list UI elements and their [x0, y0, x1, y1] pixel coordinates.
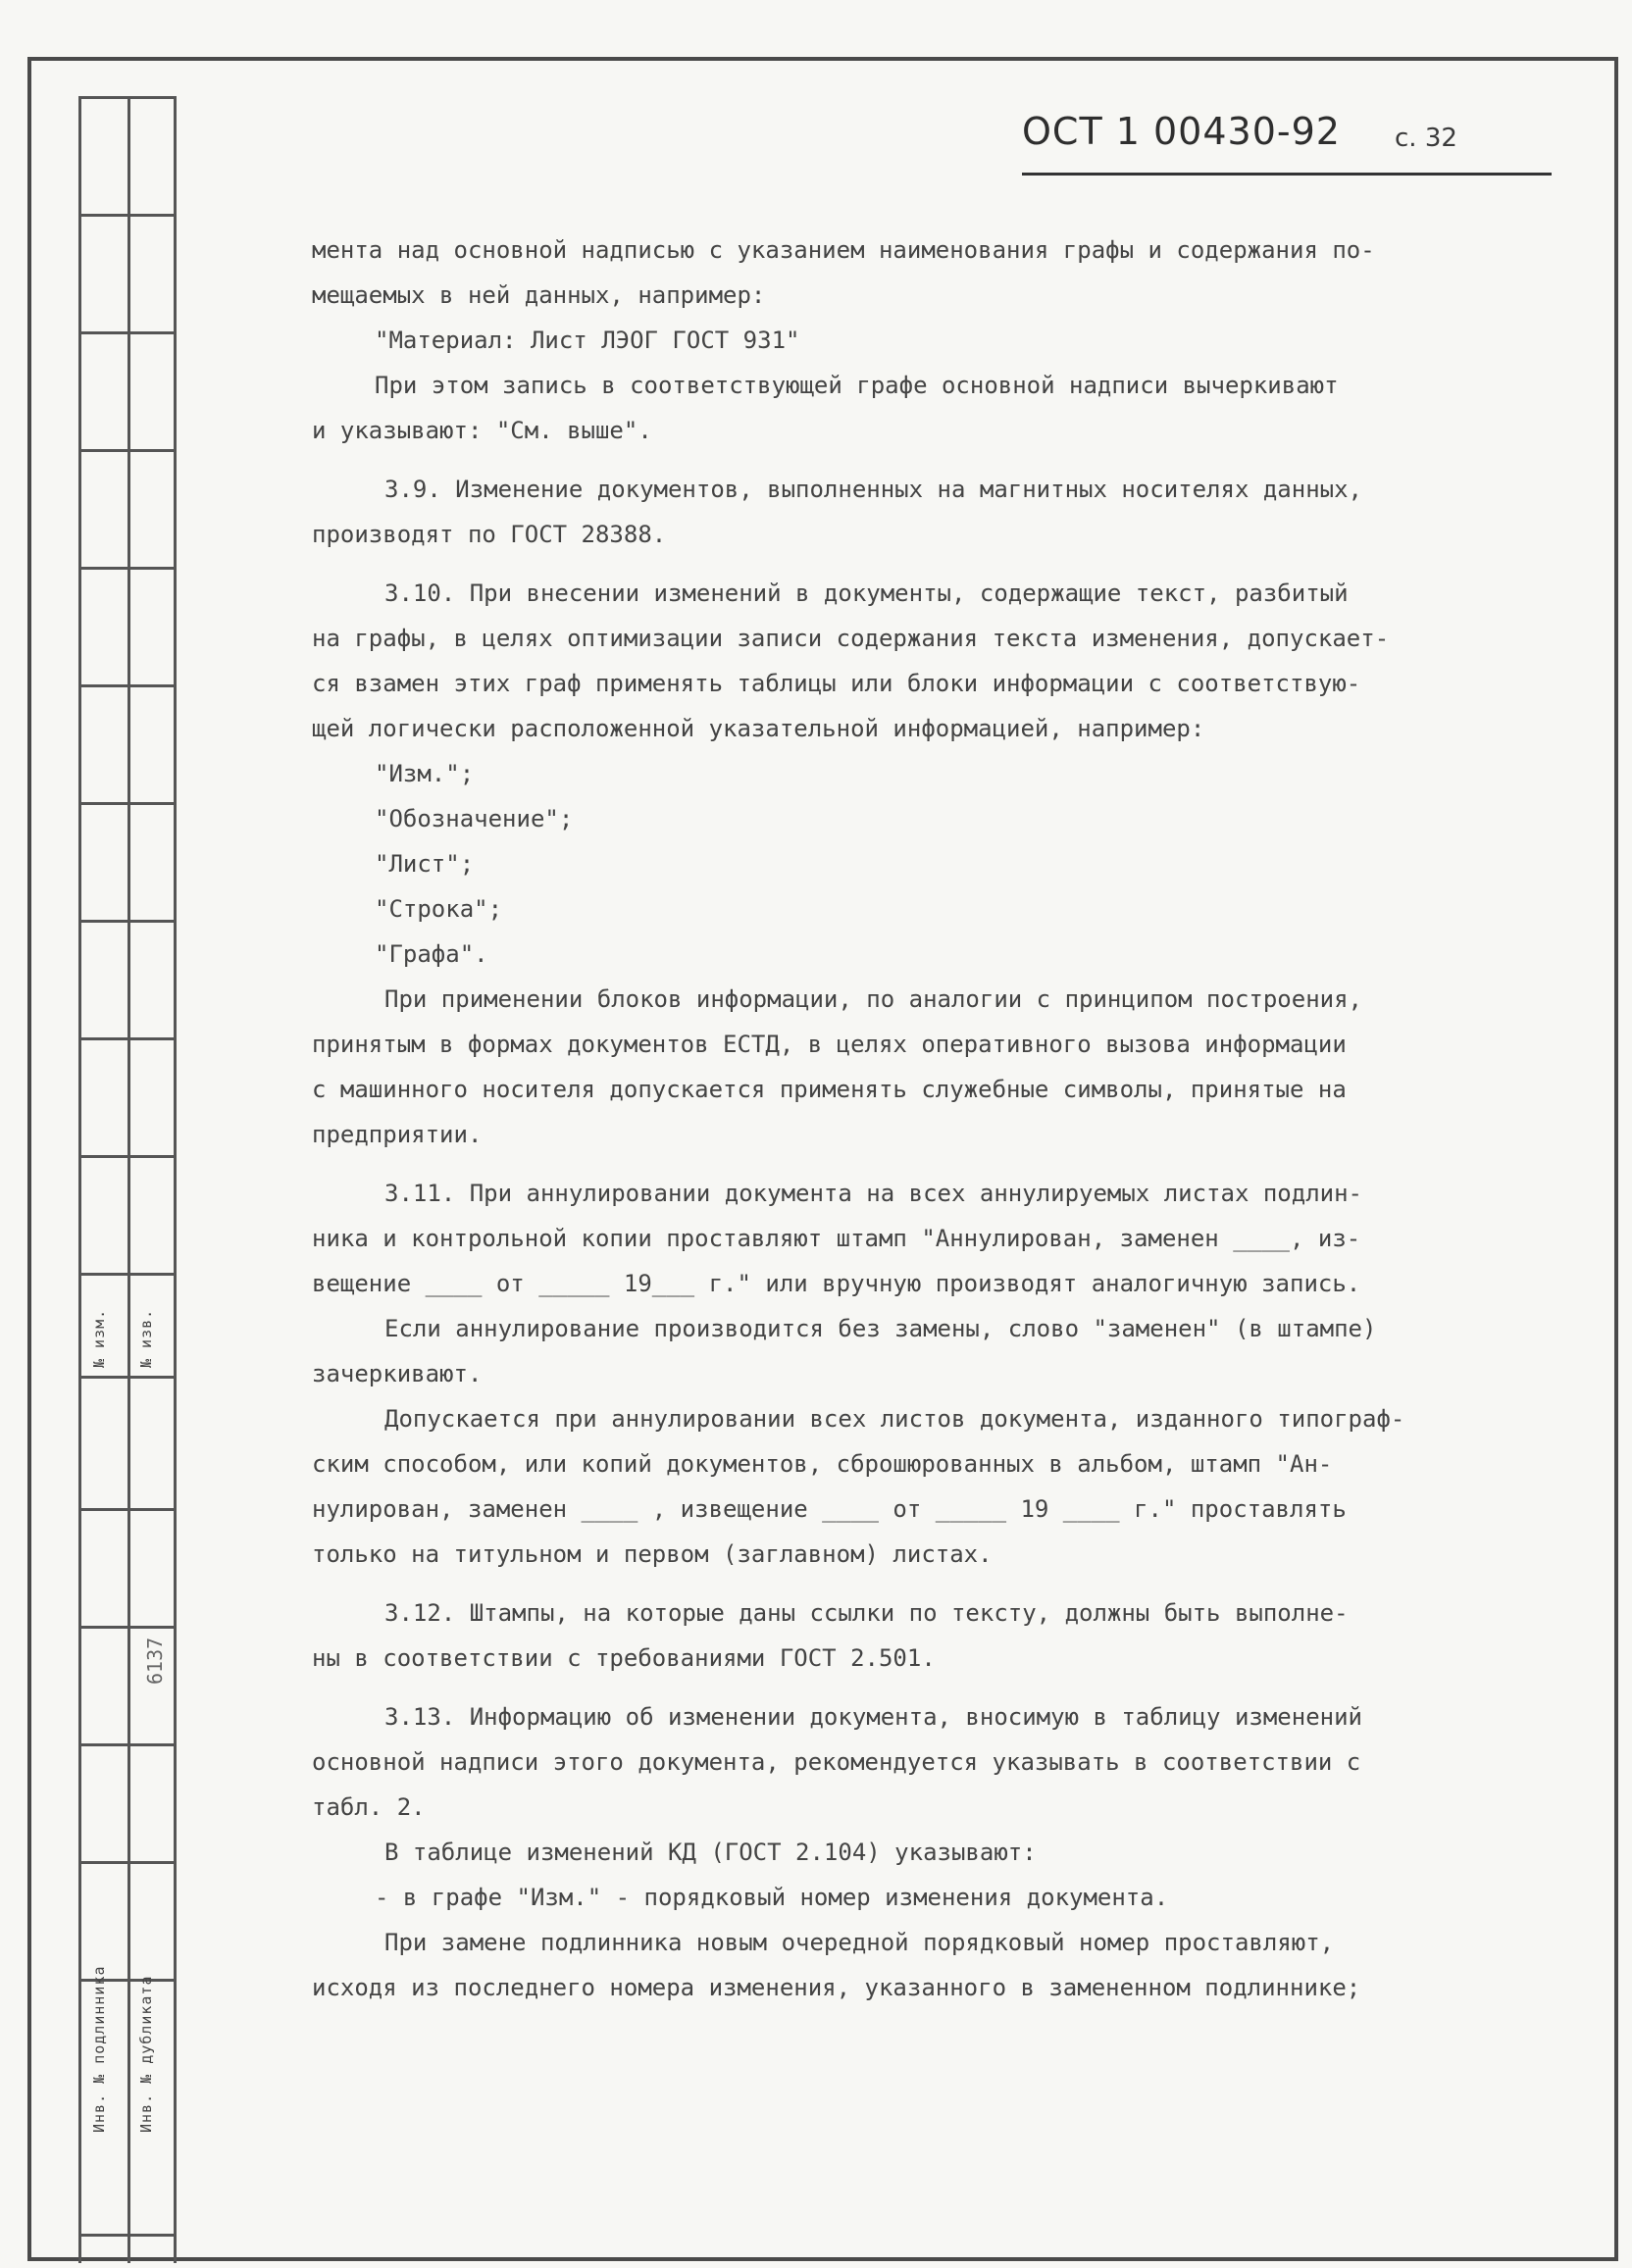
side-label-original-inv: Инв. № подлинника	[90, 1965, 108, 2133]
side-strip-divider	[128, 96, 130, 2263]
text-line: ся взамен этих граф применять таблицы или блоки информации с соответствую-	[312, 670, 1361, 697]
text-line: на графы, в целях оптимизации записи содержания текста изменения, допускает-	[312, 625, 1390, 652]
text-line: мента над основной надписью с указанием наименования графы и содержания по-	[312, 236, 1375, 264]
text-line: ским способом, или копий документов, сброшюрованных в альбом, штамп "Ан-	[312, 1450, 1333, 1478]
text-line: основной надписи этого документа, рекомендуется указывать в соответствии с	[312, 1748, 1361, 1776]
text-line: вещение ____ от _____ 19___ г." или вручную производят аналогичную запись.	[312, 1270, 1361, 1297]
text-line: производят по ГОСТ 28388.	[312, 521, 667, 548]
text-line: Если аннулирование производится без замены, слово "заменен" (в штампе)	[384, 1315, 1377, 1342]
document-code: ОСТ 1 00430-92	[1022, 110, 1341, 153]
side-strip-line	[81, 1376, 174, 1379]
page-header	[1022, 110, 1571, 169]
list-item: "Строка";	[375, 895, 503, 923]
header-underline	[1022, 173, 1552, 176]
side-strip-line	[81, 331, 174, 334]
side-strip-line	[81, 214, 174, 217]
text-line: принятым в формах документов ЕСТД, в целях оперативного вызова информации	[312, 1031, 1347, 1058]
text-line: предприятии.	[312, 1121, 483, 1148]
side-strip-line	[81, 1508, 174, 1511]
text-line: зачеркивают.	[312, 1360, 483, 1387]
side-strip-line	[81, 1037, 174, 1040]
text-line: ны в соответствии с требованиями ГОСТ 2.501.	[312, 1644, 936, 1672]
paragraph-3-12: 3.12. Штампы, на которые даны ссылки по тексту, должны быть выполне-	[384, 1599, 1349, 1627]
side-inventory-number: 6137	[143, 1637, 167, 1685]
side-label-duplicate-inv: Инв. № дубликата	[137, 1975, 155, 2133]
text-line: мещаемых в ней данных, например:	[312, 281, 766, 309]
side-strip-line	[81, 2234, 174, 2237]
text-line: В таблице изменений КД (ГОСТ 2.104) указывают:	[384, 1839, 1037, 1866]
document-body	[312, 227, 1528, 2010]
paragraph-3-10: 3.10. При внесении изменений в документы, содержащие текст, разбитый	[384, 580, 1349, 607]
text-line: табл. 2.	[312, 1793, 426, 1821]
page-number: с. 32	[1395, 124, 1457, 153]
side-strip-line	[81, 96, 174, 99]
list-item: "Графа".	[375, 940, 488, 968]
paragraph-3-11: 3.11. При аннулировании документа на всех аннулируемых листах подлин-	[384, 1180, 1362, 1207]
side-strip	[78, 96, 177, 2263]
side-strip-line	[81, 1861, 174, 1864]
text-line: исходя из последнего номера изменения, указанного в замененном подлиннике;	[312, 1974, 1361, 2001]
side-label-notice-no: № изв.	[137, 1308, 155, 1368]
side-strip-line	[81, 567, 174, 570]
side-strip-line	[81, 1626, 174, 1629]
side-strip-line	[81, 684, 174, 687]
text-line: "Материал: Лист ЛЭОГ ГОСТ 931"	[375, 327, 800, 354]
side-strip-line	[81, 920, 174, 923]
list-item: "Лист";	[375, 850, 475, 878]
paragraph-3-9: 3.9. Изменение документов, выполненных на магнитных носителях данных,	[384, 476, 1362, 503]
text-line: с машинного носителя допускается применять служебные символы, принятые на	[312, 1076, 1347, 1103]
side-label-change-no: № изм.	[90, 1308, 108, 1368]
side-strip-line	[81, 1743, 174, 1746]
text-line: ника и контрольной копии проставляют штамп "Аннулирован, заменен ____, из-	[312, 1225, 1361, 1252]
side-strip-line	[81, 1155, 174, 1158]
text-line: только на титульном и первом (заглавном) листах.	[312, 1540, 993, 1568]
paragraph-3-13: 3.13. Информацию об изменении документа, вносимую в таблицу изменений	[384, 1703, 1362, 1731]
side-strip-line	[81, 449, 174, 452]
side-strip-line	[81, 802, 174, 805]
text-line: При этом запись в соответствующей графе основной надписи вычеркивают	[375, 372, 1339, 399]
side-strip-line	[81, 1273, 174, 1276]
text-line: При применении блоков информации, по аналогии с принципом построения,	[384, 985, 1362, 1013]
list-item: "Обозначение";	[375, 805, 574, 832]
text-line: нулирован, заменен ____ , извещение ____ от _____ 19 ____ г." проставлять	[312, 1495, 1347, 1523]
text-line: - в графе "Изм." - порядковый номер изменения документа.	[375, 1884, 1169, 1911]
text-line: При замене подлинника новым очередной порядковый номер проставляют,	[384, 1929, 1335, 1956]
list-item: "Изм.";	[375, 760, 475, 787]
text-line: и указывают: "См. выше".	[312, 417, 652, 444]
text-line: Допускается при аннулировании всех листов документа, изданного типограф-	[384, 1405, 1405, 1433]
text-line: щей логически расположенной указательной информацией, например:	[312, 715, 1205, 742]
